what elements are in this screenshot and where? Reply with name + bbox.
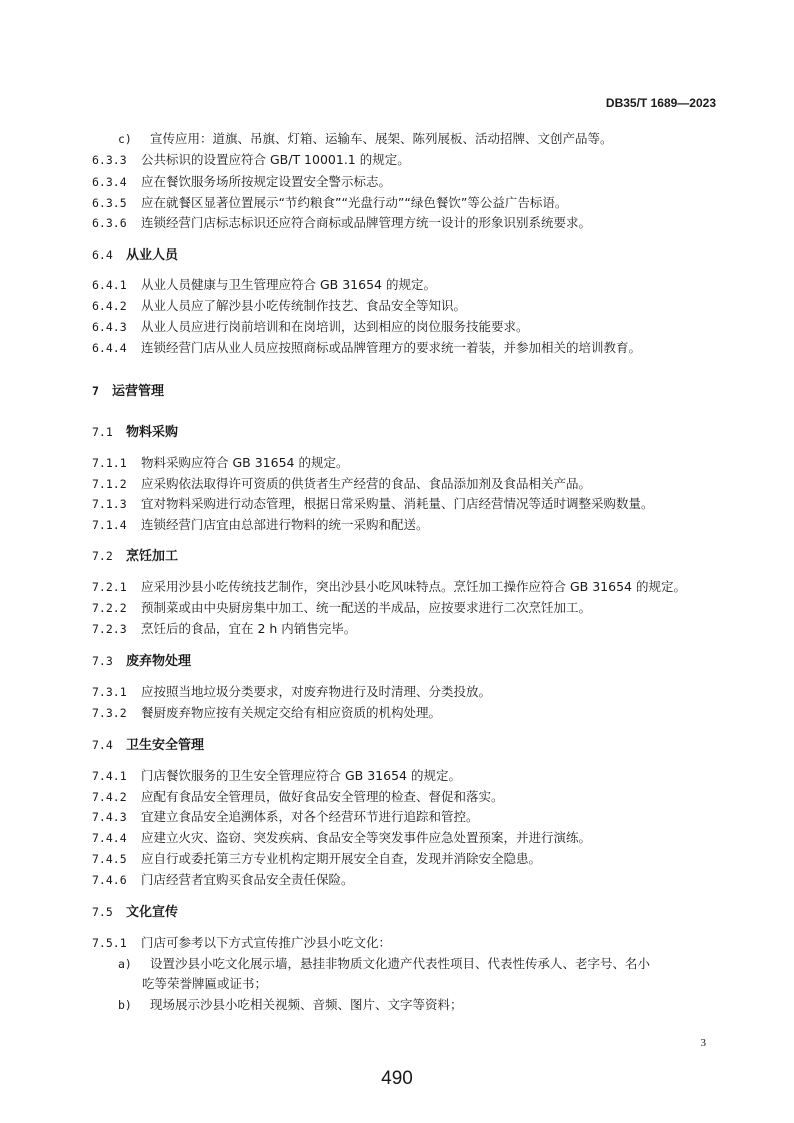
section-heading: 7.3 废弃物处理	[92, 654, 192, 669]
clause: 7.1.2 应采购依法取得许可资质的供货者生产经营的食品、食品添加剂及食品相关产品。	[92, 476, 592, 491]
chapter-heading: 7 运营管理	[92, 384, 165, 399]
clause: 6.3.5 应在就餐区显著位置展示“节约粮食”“光盘行动”“绿色餐饮”等公益广告标语。	[92, 195, 568, 210]
footer-number: 490	[381, 1068, 413, 1089]
clause: 6.3.6 连锁经营门店标志标识还应符合商标或品牌管理方统一设计的形象识别系统要求。	[92, 215, 592, 230]
clause: 7.4.5 应自行或委托第三方专业机构定期开展安全自查，发现并消除安全隐患。	[92, 851, 542, 866]
clause: 7.4.2 应配有食品安全管理员，做好食品安全管理的检查、督促和落实。	[92, 789, 504, 804]
clause: 7.1.4 连锁经营门店宜由总部进行物料的统一采购和配送。	[92, 517, 429, 532]
clause: 7.5.1 门店可参考以下方式宣传推广沙县小吃文化：	[92, 935, 392, 950]
clause: 6.4.4 连锁经营门店从业人员应按照商标或品牌管理方的要求统一着装，并参加相关的培训教育。	[92, 340, 642, 355]
section-heading: 7.4 卫生安全管理	[92, 738, 205, 753]
clause: 7.4.4 应建立火灾、盗窃、突发疾病、食品安全等突发事件应急处置预案，并进行演练。	[92, 830, 592, 845]
clause: 6.3.4 应在餐饮服务场所按规定设置安全警示标志。	[92, 174, 392, 189]
clause: 7.1.3 宜对物料采购进行动态管理，根据日常采购量、消耗量、门店经营情况等适时调整采购数量。	[92, 496, 654, 511]
list-item: b) 现场展示沙县小吃相关视频、音频、图片、文字等资料；	[118, 997, 463, 1012]
list-item: a) 设置沙县小吃文化展示墙，悬挂非物质文化遗产代表性项目、代表性传承人、老字号、名小	[118, 956, 651, 971]
clause: 6.4.1 从业人员健康与卫生管理应符合 GB 31654 的规定。	[92, 277, 436, 292]
clause: 7.4.3 宜建立食品安全追溯体系，对各个经营环节进行追踪和管控。	[92, 809, 479, 824]
section-heading: 6.4 从业人员	[92, 248, 179, 263]
clause: 6.3.3 公共标识的设置应符合 GB/T 10001.1 的规定。	[92, 152, 410, 167]
clause: 7.3.1 应按照当地垃圾分类要求，对废弃物进行及时清理、分类投放。	[92, 684, 492, 699]
section-heading: 7.1 物料采购	[92, 425, 179, 440]
clause: 7.2.2 预制菜或由中央厨房集中加工、统一配送的半成品，应按要求进行二次烹饪加工。	[92, 600, 592, 615]
section-heading: 7.5 文化宣传	[92, 905, 179, 920]
clause: 6.4.3 从业人员应进行岗前培训和在岗培训，达到相应的岗位服务技能要求。	[92, 319, 529, 334]
clause: 7.2.3 烹饪后的食品，宜在 2 h 内销售完毕。	[92, 621, 357, 636]
clause: 6.4.2 从业人员应了解沙县小吃传统制作技艺、食品安全等知识。	[92, 298, 467, 313]
clause: 7.3.2 餐厨废弃物应按有关规定交给有相应资质的机构处理。	[92, 705, 442, 720]
list-item: c) 宣传应用：道旗、吊旗、灯箱、运输车、展架、陈列展板、活动招牌、文创产品等。	[118, 131, 613, 146]
page-number: 3	[700, 1037, 706, 1049]
list-item-continuation: 吃等荣誉牌匾或证书；	[142, 976, 268, 991]
clause: 7.4.6 门店经营者宜购买食品安全责任保险。	[92, 872, 354, 887]
clause: 7.1.1 物料采购应符合 GB 31654 的规定。	[92, 455, 349, 470]
clause: 7.2.1 应采用沙县小吃传统技艺制作，突出沙县小吃风味特点。烹饪加工操作应符合 GB 31654 的规定。	[92, 579, 686, 594]
clause: 7.4.1 门店餐饮服务的卫生安全管理应符合 GB 31654 的规定。	[92, 768, 461, 783]
section-heading: 7.2 烹饪加工	[92, 549, 179, 564]
standard-code: DB35/T 1689—2023	[605, 96, 716, 110]
